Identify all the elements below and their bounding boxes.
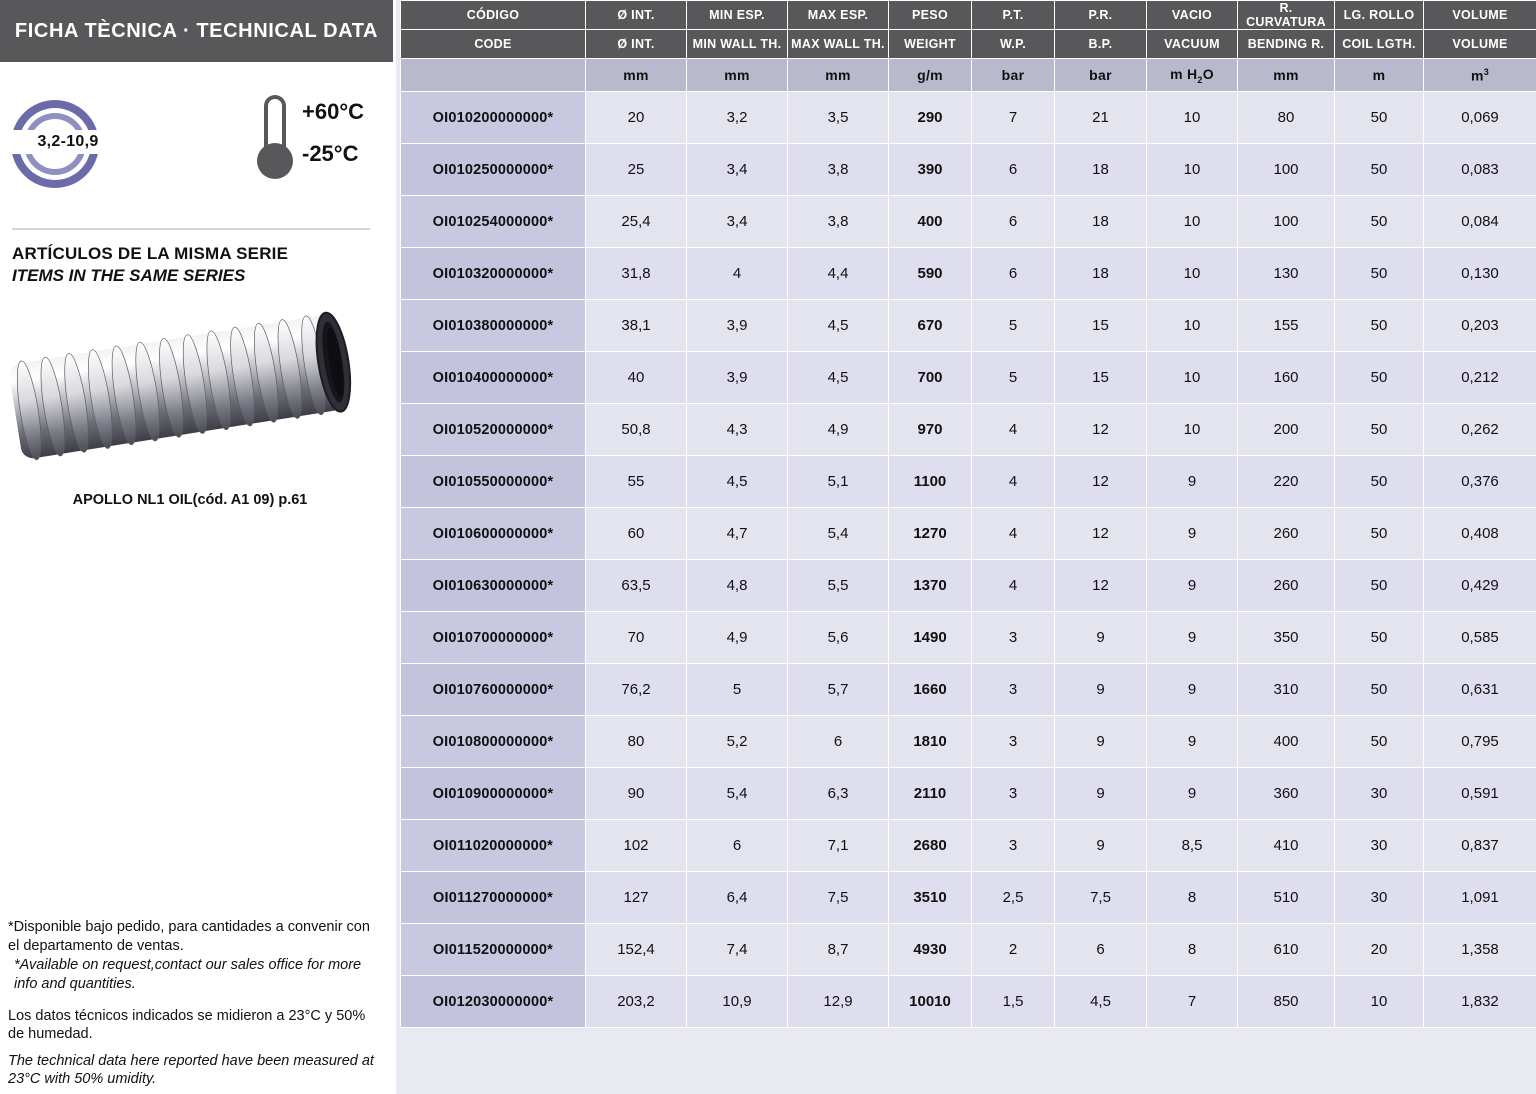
cell-volume: 0,212 (1424, 352, 1536, 404)
col-header-coil-lgth: COIL LGTH. (1335, 30, 1424, 59)
cell-weight: 1370 (889, 560, 972, 612)
cell-weight: 970 (889, 404, 972, 456)
cell-code[interactable]: OI010760000000* (401, 664, 586, 716)
cell-code[interactable]: OI010630000000* (401, 560, 586, 612)
col-header-pr: P.R. (1055, 1, 1147, 30)
hose-illustration (6, 300, 386, 480)
cell-coil-lgth: 50 (1335, 144, 1424, 196)
cell-weight: 1100 (889, 456, 972, 508)
cell-bending-r: 400 (1238, 716, 1335, 768)
conditions-note-en: The technical data here reported have been measured at 23°C with 50% umidity. (8, 1052, 374, 1087)
cell-weight: 670 (889, 300, 972, 352)
cell-weight: 10010 (889, 976, 972, 1028)
cell-wp: 6 (972, 144, 1055, 196)
cell-code[interactable]: OI012030000000* (401, 976, 586, 1028)
cell-code[interactable]: OI010380000000* (401, 300, 586, 352)
cell-vacuum: 9 (1147, 560, 1238, 612)
cell-bp: 9 (1055, 768, 1147, 820)
cell-volume: 0,130 (1424, 248, 1536, 300)
cell-vacuum: 10 (1147, 300, 1238, 352)
cell-bending-r: 350 (1238, 612, 1335, 664)
cell-vacuum: 10 (1147, 196, 1238, 248)
cell-bending-r: 100 (1238, 144, 1335, 196)
cell-volume: 0,837 (1424, 820, 1536, 872)
cell-weight: 390 (889, 144, 972, 196)
cell-weight: 2680 (889, 820, 972, 872)
technical-data-table-area (396, 0, 1536, 1094)
cell-bp: 9 (1055, 820, 1147, 872)
table-row (401, 196, 1536, 248)
cell-bp: 12 (1055, 560, 1147, 612)
cell-bp: 15 (1055, 352, 1147, 404)
cell-weight: 4930 (889, 924, 972, 976)
cell-wp: 4 (972, 560, 1055, 612)
cell-bp: 15 (1055, 300, 1147, 352)
cell-wp: 1,5 (972, 976, 1055, 1028)
cell-max-wall: 4,5 (788, 352, 889, 404)
table-header (401, 1, 1536, 92)
cell-code[interactable]: OI011270000000* (401, 872, 586, 924)
cell-volume: 0,069 (1424, 92, 1536, 144)
cell-coil-lgth: 50 (1335, 560, 1424, 612)
table-row (401, 612, 1536, 664)
table-row (401, 456, 1536, 508)
cell-volume: 0,631 (1424, 664, 1536, 716)
cell-max-wall: 12,9 (788, 976, 889, 1028)
table-row (401, 664, 1536, 716)
table-row (401, 92, 1536, 144)
cell-volume: 0,408 (1424, 508, 1536, 560)
cell-vacuum: 8,5 (1147, 820, 1238, 872)
col-header-volume-en: VOLUME (1424, 30, 1536, 59)
cell-wp: 5 (972, 352, 1055, 404)
table-row (401, 716, 1536, 768)
table-row (401, 248, 1536, 300)
cell-vacuum: 8 (1147, 924, 1238, 976)
cell-coil-lgth: 50 (1335, 612, 1424, 664)
cell-code[interactable]: OI010520000000* (401, 404, 586, 456)
col-header-max-wall-th: MAX WALL TH. (788, 30, 889, 59)
cell-vacuum: 10 (1147, 352, 1238, 404)
cell-min-wall: 4,8 (687, 560, 788, 612)
cell-diam-int: 63,5 (586, 560, 687, 612)
cell-max-wall: 5,4 (788, 508, 889, 560)
cell-volume: 0,376 (1424, 456, 1536, 508)
cell-min-wall: 4,7 (687, 508, 788, 560)
cell-max-wall: 6,3 (788, 768, 889, 820)
col-header-r-curvatura: R. CURVATURA (1238, 1, 1335, 30)
table-row (401, 300, 1536, 352)
cell-min-wall: 4,9 (687, 612, 788, 664)
cell-diam-int: 55 (586, 456, 687, 508)
cell-vacuum: 9 (1147, 664, 1238, 716)
cell-bp: 18 (1055, 248, 1147, 300)
cell-max-wall: 5,6 (788, 612, 889, 664)
cell-volume: 0,591 (1424, 768, 1536, 820)
cell-bp: 18 (1055, 196, 1147, 248)
cell-volume: 0,203 (1424, 300, 1536, 352)
cell-min-wall: 5 (687, 664, 788, 716)
cell-wp: 2,5 (972, 872, 1055, 924)
cell-coil-lgth: 30 (1335, 872, 1424, 924)
cell-code[interactable]: OI010200000000* (401, 92, 586, 144)
header-row-units (401, 59, 1536, 92)
cell-diam-int: 38,1 (586, 300, 687, 352)
cell-diam-int: 102 (586, 820, 687, 872)
cell-diam-int: 25 (586, 144, 687, 196)
col-header-peso: PESO (889, 1, 972, 30)
series-heading-es: ARTÍCULOS DE LA MISMA SERIE (12, 244, 289, 263)
cell-code[interactable]: OI011520000000* (401, 924, 586, 976)
cell-coil-lgth: 30 (1335, 768, 1424, 820)
cell-bp: 12 (1055, 508, 1147, 560)
cell-diam-int: 31,8 (586, 248, 687, 300)
cell-volume: 0,084 (1424, 196, 1536, 248)
unit-volume: $m^3$ (1424, 59, 1536, 92)
cell-max-wall: 7,5 (788, 872, 889, 924)
unit-diam-int: mm (586, 59, 687, 92)
table-row (401, 924, 1536, 976)
col-header-diam-int-es: Ø INT. (586, 1, 687, 30)
cell-wp: 3 (972, 664, 1055, 716)
cell-bending-r: 510 (1238, 872, 1335, 924)
cell-volume: 0,262 (1424, 404, 1536, 456)
cell-weight: 590 (889, 248, 972, 300)
cell-coil-lgth: 50 (1335, 664, 1424, 716)
cell-coil-lgth: 50 (1335, 352, 1424, 404)
series-heading-en: ITEMS IN THE SAME SERIES (12, 266, 246, 285)
cell-max-wall: 4,5 (788, 300, 889, 352)
cell-weight: 400 (889, 196, 972, 248)
cell-volume: 0,585 (1424, 612, 1536, 664)
cell-diam-int: 76,2 (586, 664, 687, 716)
conditions-note-es: Los datos técnicos indicados se midieron a 23°C y 50% de humedad. (8, 1008, 366, 1042)
col-header-bending-r: BENDING R. (1238, 30, 1335, 59)
cell-min-wall: 4 (687, 248, 788, 300)
cell-bending-r: 260 (1238, 560, 1335, 612)
cell-weight: 700 (889, 352, 972, 404)
cell-vacuum: 7 (1147, 976, 1238, 1028)
page-title: FICHA TÈCNICA · TECHNICAL DATA (14, 19, 379, 42)
cell-bp: 18 (1055, 144, 1147, 196)
cell-vacuum: 9 (1147, 768, 1238, 820)
table-row (401, 872, 1536, 924)
measurement-conditions-note (8, 1008, 378, 1089)
cell-coil-lgth: 10 (1335, 976, 1424, 1028)
temperature-min: -25°C (302, 141, 359, 166)
col-header-diam-int-en: Ø INT. (586, 30, 687, 59)
cell-bending-r: 200 (1238, 404, 1335, 456)
series-heading (12, 244, 382, 286)
unit-code (401, 59, 586, 92)
header-row-es (401, 1, 1536, 30)
col-header-codigo: CÓDIGO (401, 1, 586, 30)
cell-bending-r: 610 (1238, 924, 1335, 976)
cell-code[interactable]: OI010700000000* (401, 612, 586, 664)
col-header-vacuum: VACUUM (1147, 30, 1238, 59)
table-row (401, 976, 1536, 1028)
cell-volume: 1,091 (1424, 872, 1536, 924)
cell-diam-int: 50,8 (586, 404, 687, 456)
cell-diam-int: 203,2 (586, 976, 687, 1028)
table-body (401, 92, 1536, 1028)
cell-volume: 0,429 (1424, 560, 1536, 612)
cell-max-wall: 4,4 (788, 248, 889, 300)
cell-max-wall: 6 (788, 716, 889, 768)
cell-wp: 4 (972, 456, 1055, 508)
cell-wp: 5 (972, 300, 1055, 352)
cell-code[interactable]: OI010600000000* (401, 508, 586, 560)
size-range-badge (8, 100, 118, 192)
unit-coil-lgth: m (1335, 59, 1424, 92)
cell-bending-r: 310 (1238, 664, 1335, 716)
cell-max-wall: 3,8 (788, 144, 889, 196)
cell-bp: 9 (1055, 716, 1147, 768)
col-header-vacio: VACIO (1147, 1, 1238, 30)
cell-vacuum: 10 (1147, 404, 1238, 456)
header-row-en (401, 30, 1536, 59)
cell-wp: 3 (972, 612, 1055, 664)
cell-diam-int: 90 (586, 768, 687, 820)
page-title-bar (0, 0, 393, 62)
availability-note-en: *Available on request,contact our sales office for more info and quantities. (14, 957, 362, 992)
cell-bending-r: 160 (1238, 352, 1335, 404)
cell-vacuum: 10 (1147, 248, 1238, 300)
cell-wp: 6 (972, 248, 1055, 300)
cell-volume: 1,358 (1424, 924, 1536, 976)
cell-coil-lgth: 50 (1335, 456, 1424, 508)
cell-min-wall: 3,2 (687, 92, 788, 144)
technical-data-table (400, 0, 1536, 1028)
cell-weight: 3510 (889, 872, 972, 924)
cell-wp: 7 (972, 92, 1055, 144)
series-item-caption: APOLLO NL1 OIL(cód. A1 09) p.61 (72, 492, 308, 508)
cell-bending-r: 360 (1238, 768, 1335, 820)
cell-coil-lgth: 50 (1335, 508, 1424, 560)
cell-diam-int: 60 (586, 508, 687, 560)
cell-bp: 4,5 (1055, 976, 1147, 1028)
col-header-volume-es: VOLUME (1424, 1, 1536, 30)
col-header-wp: W.P. (972, 30, 1055, 59)
cell-bp: 7,5 (1055, 872, 1147, 924)
cell-max-wall: 7,1 (788, 820, 889, 872)
table-row (401, 352, 1536, 404)
cell-min-wall: 5,2 (687, 716, 788, 768)
cell-coil-lgth: 50 (1335, 248, 1424, 300)
cell-wp: 4 (972, 508, 1055, 560)
cell-vacuum: 9 (1147, 456, 1238, 508)
cell-min-wall: 6,4 (687, 872, 788, 924)
cell-bending-r: 260 (1238, 508, 1335, 560)
cell-coil-lgth: 50 (1335, 404, 1424, 456)
cell-bending-r: 220 (1238, 456, 1335, 508)
cell-weight: 290 (889, 92, 972, 144)
cell-code[interactable]: OI010800000000* (401, 716, 586, 768)
temperature-max: +60°C (302, 99, 365, 124)
cell-max-wall: 5,7 (788, 664, 889, 716)
unit-max-wall: mm (788, 59, 889, 92)
cell-min-wall: 3,9 (687, 300, 788, 352)
cell-code[interactable]: OI010900000000* (401, 768, 586, 820)
cell-min-wall: 3,4 (687, 196, 788, 248)
cell-bp: 9 (1055, 664, 1147, 716)
cell-min-wall: 4,3 (687, 404, 788, 456)
cell-max-wall: 4,9 (788, 404, 889, 456)
cell-vacuum: 9 (1147, 508, 1238, 560)
divider (12, 228, 370, 230)
cell-bending-r: 850 (1238, 976, 1335, 1028)
cell-max-wall: 3,8 (788, 196, 889, 248)
table-row (401, 768, 1536, 820)
cell-wp: 2 (972, 924, 1055, 976)
cell-weight: 1810 (889, 716, 972, 768)
cell-max-wall: 5,5 (788, 560, 889, 612)
col-header-max-esp: MAX ESP. (788, 1, 889, 30)
cell-code[interactable]: OI010400000000* (401, 352, 586, 404)
cell-code[interactable]: OI010550000000* (401, 456, 586, 508)
cell-vacuum: 10 (1147, 144, 1238, 196)
cell-coil-lgth: 50 (1335, 196, 1424, 248)
cell-min-wall: 6 (687, 820, 788, 872)
cell-volume: 0,083 (1424, 144, 1536, 196)
cell-max-wall: 3,5 (788, 92, 889, 144)
cell-bp: 12 (1055, 404, 1147, 456)
unit-min-wall: mm (687, 59, 788, 92)
col-header-pt: P.T. (972, 1, 1055, 30)
cell-bending-r: 100 (1238, 196, 1335, 248)
cell-bp: 6 (1055, 924, 1147, 976)
cell-min-wall: 10,9 (687, 976, 788, 1028)
cell-weight: 2110 (889, 768, 972, 820)
cell-diam-int: 127 (586, 872, 687, 924)
cell-coil-lgth: 50 (1335, 92, 1424, 144)
cell-min-wall: 5,4 (687, 768, 788, 820)
cell-diam-int: 25,4 (586, 196, 687, 248)
thermometer-bulb-icon (257, 143, 293, 179)
cell-min-wall: 3,4 (687, 144, 788, 196)
col-header-min-wall-th: MIN WALL TH. (687, 30, 788, 59)
cell-coil-lgth: 30 (1335, 820, 1424, 872)
cell-min-wall: 3,9 (687, 352, 788, 404)
table-row (401, 144, 1536, 196)
cell-vacuum: 9 (1147, 612, 1238, 664)
cell-vacuum: 10 (1147, 92, 1238, 144)
col-header-bp: B.P. (1055, 30, 1147, 59)
unit-bending-r: mm (1238, 59, 1335, 92)
cell-code[interactable]: OI010320000000* (401, 248, 586, 300)
cell-coil-lgth: 20 (1335, 924, 1424, 976)
cell-bending-r: 130 (1238, 248, 1335, 300)
unit-vacuum: m $H_2O$ (1147, 59, 1238, 92)
col-header-min-esp: MIN ESP. (687, 1, 788, 30)
cell-code[interactable]: OI011020000000* (401, 820, 586, 872)
cell-diam-int: 152,4 (586, 924, 687, 976)
unit-weight: g/m (889, 59, 972, 92)
cell-max-wall: 8,7 (788, 924, 889, 976)
cell-weight: 1490 (889, 612, 972, 664)
cell-bp: 12 (1055, 456, 1147, 508)
table-row (401, 508, 1536, 560)
cell-vacuum: 9 (1147, 716, 1238, 768)
cell-wp: 3 (972, 716, 1055, 768)
table-row (401, 820, 1536, 872)
cell-wp: 6 (972, 196, 1055, 248)
size-range-label: 3,2-10,9 (8, 130, 128, 154)
cell-vacuum: 8 (1147, 872, 1238, 924)
cell-wp: 3 (972, 768, 1055, 820)
cell-bending-r: 80 (1238, 92, 1335, 144)
col-header-lg-rollo: LG. ROLLO (1335, 1, 1424, 30)
cell-max-wall: 5,1 (788, 456, 889, 508)
cell-code[interactable]: OI010254000000* (401, 196, 586, 248)
left-info-panel (0, 0, 393, 1094)
cell-diam-int: 80 (586, 716, 687, 768)
cell-min-wall: 4,5 (687, 456, 788, 508)
cell-volume: 0,795 (1424, 716, 1536, 768)
unit-wp: bar (972, 59, 1055, 92)
cell-diam-int: 20 (586, 92, 687, 144)
availability-note-es: *Disponible bajo pedido, para cantidades a convenir con el departamento de ventas. (8, 919, 370, 954)
cell-code[interactable]: OI010250000000* (401, 144, 586, 196)
cell-weight: 1660 (889, 664, 972, 716)
cell-weight: 1270 (889, 508, 972, 560)
availability-note (8, 918, 378, 993)
cell-min-wall: 7,4 (687, 924, 788, 976)
col-header-weight: WEIGHT (889, 30, 972, 59)
cell-wp: 4 (972, 404, 1055, 456)
cell-wp: 3 (972, 820, 1055, 872)
cell-bending-r: 155 (1238, 300, 1335, 352)
cell-bp: 9 (1055, 612, 1147, 664)
cell-bp: 21 (1055, 92, 1147, 144)
temperature-range (250, 95, 390, 195)
unit-bp: bar (1055, 59, 1147, 92)
cell-volume: 1,832 (1424, 976, 1536, 1028)
col-header-code: CODE (401, 30, 586, 59)
table-row (401, 560, 1536, 612)
cell-bending-r: 410 (1238, 820, 1335, 872)
cell-coil-lgth: 50 (1335, 300, 1424, 352)
table-row (401, 404, 1536, 456)
cell-diam-int: 40 (586, 352, 687, 404)
cell-diam-int: 70 (586, 612, 687, 664)
cell-coil-lgth: 50 (1335, 716, 1424, 768)
